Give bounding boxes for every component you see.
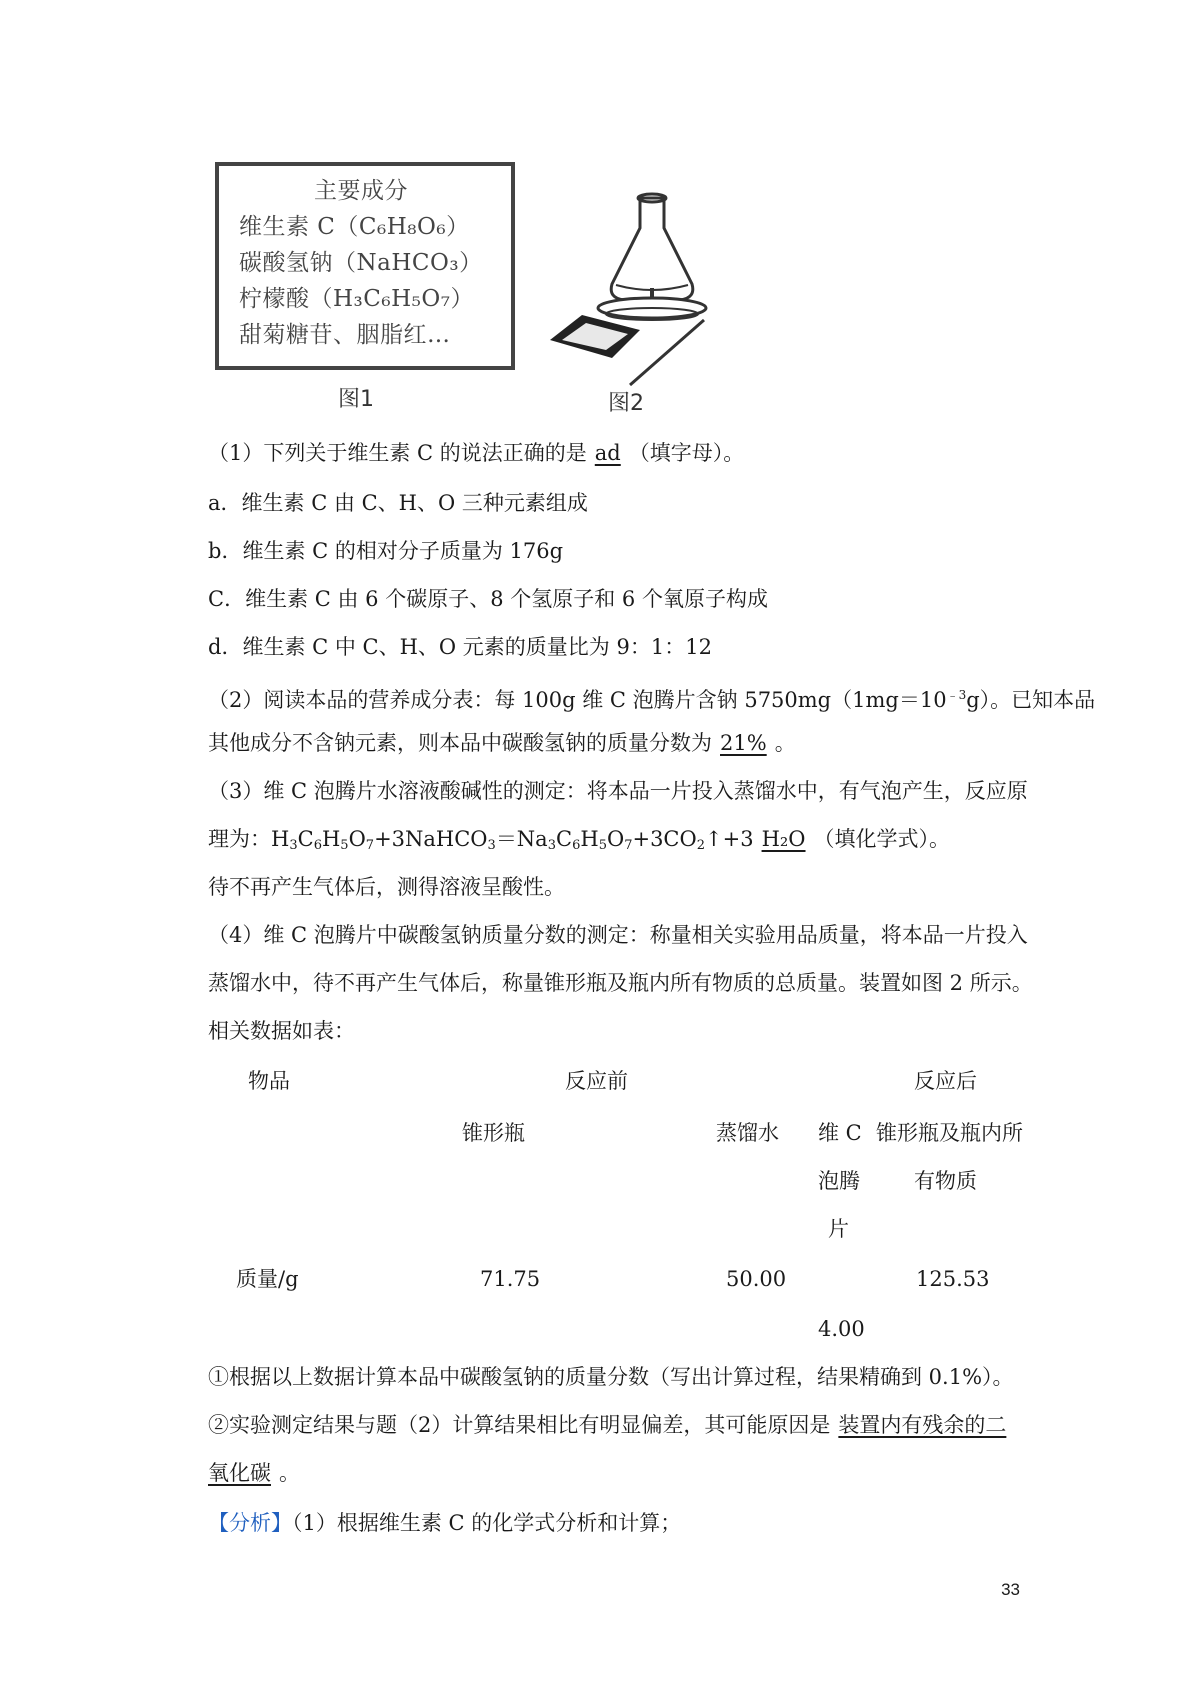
ingredient-line: 碳酸氢钠（NaHCO₃） xyxy=(239,250,483,276)
table-col-after: 锥形瓶及瓶内所 xyxy=(876,1121,1023,1145)
flask-icon xyxy=(611,194,693,300)
table-header-item: 物品 xyxy=(248,1069,290,1093)
q2-answer: 21% xyxy=(720,731,767,755)
sub-question-1: ①根据以上数据计算本品中碳酸氢钠的质量分数（写出计算过程，结果精确到 0.1%）。 xyxy=(208,1365,1014,1389)
table-row-label: 质量/g xyxy=(236,1267,299,1291)
table-col-after: 有物质 xyxy=(914,1169,977,1193)
ingredient-line: 甜菊糖苷、胭脂红… xyxy=(239,322,451,348)
table-col-water: 蒸馏水 xyxy=(716,1121,779,1145)
flask-balance-figure xyxy=(540,190,710,395)
q1-option-c: C．维生素 C 由 6 个碳原子、8 个氢原子和 6 个氧原子构成 xyxy=(208,587,768,611)
table-col-tablet: 维 C xyxy=(818,1121,862,1145)
q4-line3: 相关数据如表： xyxy=(208,1019,355,1043)
q4-line2: 蒸馏水中，待不再产生气体后，称量锥形瓶及瓶内所有物质的总质量。装置如图 2 所示。 xyxy=(208,971,1033,995)
balance-icon xyxy=(550,298,706,385)
q3-equation: 理为：$H_3C_6H_5O_7+3NaHCO_3=Na_3C_6H_5O_7+3CO_2↑+3$ H₂O （填化学式）。 xyxy=(208,827,951,853)
table-value-water: 50.00 xyxy=(726,1267,787,1291)
table-col-flask: 锥形瓶 xyxy=(462,1121,525,1145)
table-col-tablet: 泡腾 xyxy=(818,1169,860,1193)
q1-answer: ad xyxy=(594,441,621,465)
sub2-answer: 氧化碳 xyxy=(208,1461,271,1485)
q2-line1: （2）阅读本品的营养成分表：每 100g 维 C 泡腾片含钠 $5750mg(1mg=10^{﹣3}g)$。已知本品 xyxy=(208,688,1096,712)
table-value-tablet: 4.00 xyxy=(818,1317,865,1341)
analysis-tag: 【分析】 xyxy=(208,1511,292,1535)
page-number: 33 xyxy=(1001,1580,1020,1599)
sub2-answer: 装置内有残余的二 xyxy=(838,1413,1007,1437)
table-col-tablet: 片 xyxy=(828,1217,849,1241)
q3-line3: 待不再产生气体后，测得溶液呈酸性。 xyxy=(208,875,565,899)
figure2-caption: 图2 xyxy=(608,391,644,416)
q3-answer: H₂O xyxy=(761,827,806,851)
q4-line1: （4）维 C 泡腾片中碳酸氢钠质量分数的测定：称量相关实验用品质量，将本品一片投入 xyxy=(208,923,1028,947)
ingredient-line: 柠檬酸（H₃C₆H₅O₇） xyxy=(239,286,474,312)
analysis: 【分析】（1）根据维生素 C 的化学式分析和计算； xyxy=(208,1511,682,1535)
table-value-flask: 71.75 xyxy=(480,1267,541,1291)
ingredient-line: 维生素 C（C₆H₈O₆） xyxy=(239,214,470,240)
ingredients-figure xyxy=(215,162,515,370)
figure1-caption: 图1 xyxy=(338,387,374,412)
q3-line1: （3）维 C 泡腾片水溶液酸碱性的测定：将本品一片投入蒸馏水中，有气泡产生，反应原 xyxy=(208,779,1028,803)
table-header-after: 反应后 xyxy=(914,1069,977,1093)
ingredients-title: 主要成分 xyxy=(314,178,408,204)
q1-option-a: a．维生素 C 由 C、H、O 三种元素组成 xyxy=(208,491,588,515)
q1-option-b: b．维生素 C 的相对分子质量为 176g xyxy=(208,539,564,563)
q1-option-d: d．维生素 C 中 C、H、O 元素的质量比为 9：1：12 xyxy=(208,635,712,659)
sub-question-2: ②实验测定结果与题（2）计算结果相比有明显偏差，其可能原因是 装置内有残余的二 xyxy=(208,1410,1014,1440)
q2-line2: 其他成分不含钠元素，则本品中碳酸氢钠的质量分数为 21% 。 xyxy=(208,731,796,755)
q1-stem: （1）下列关于维生素 C 的说法正确的是 ad （填字母）。 xyxy=(208,441,745,465)
table-value-after: 125.53 xyxy=(916,1267,990,1291)
sub-question-2-cont: 氧化碳 。 xyxy=(208,1461,300,1485)
table-header-before: 反应前 xyxy=(565,1069,628,1093)
